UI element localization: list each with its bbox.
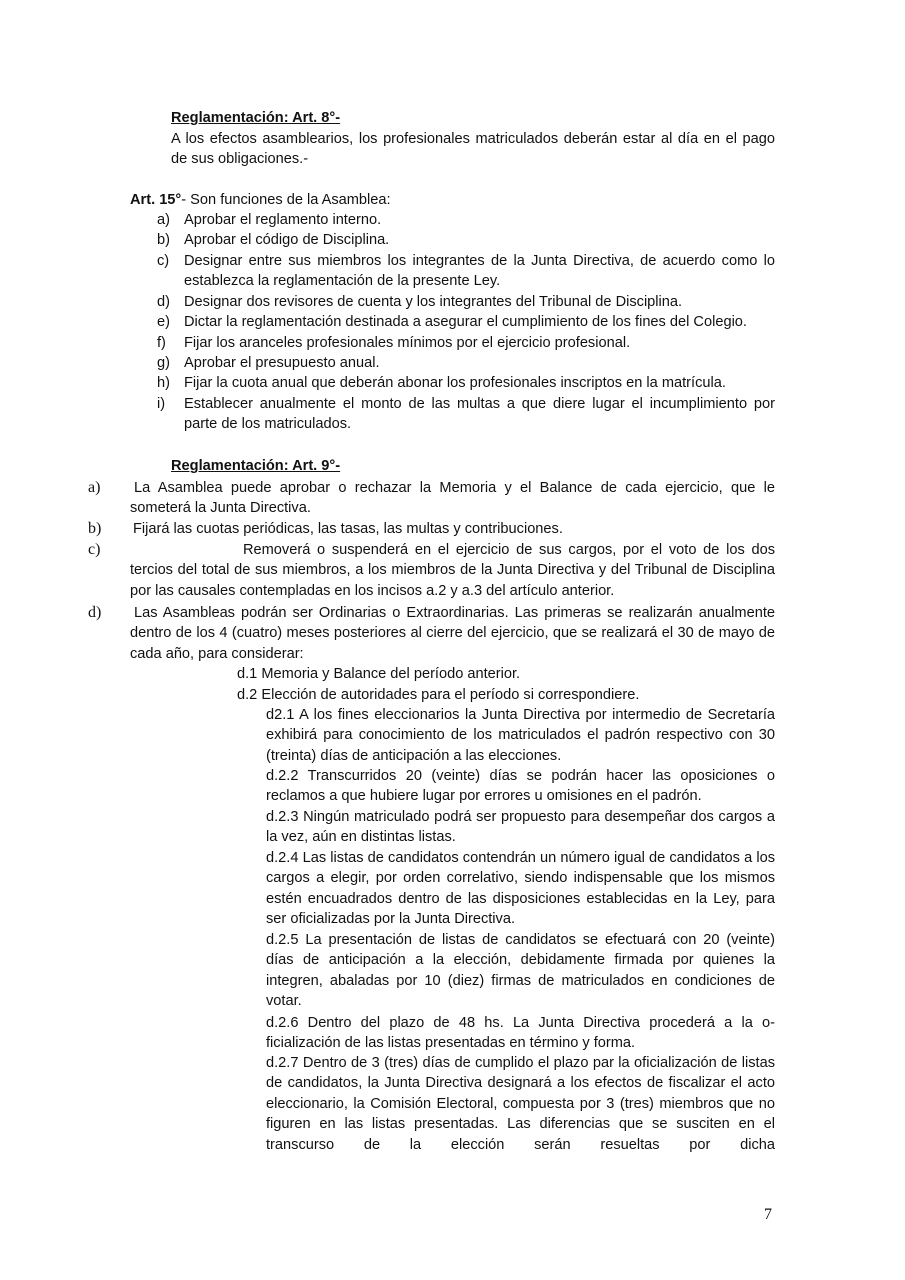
reg9-item-a: La Asamblea puede aprobar o rechazar la Memoria y el Balance de cada ejercicio, que le someterá la Junta Directiva.	[130, 480, 775, 517]
reg8-body: A los efectos asamblearios, los profesionales matriculados deberán estar al día en el pago de sus obligaciones.-	[171, 131, 775, 168]
list-marker: b)	[88, 520, 102, 537]
list-item	[157, 394, 775, 435]
list-marker: c)	[157, 253, 170, 269]
list-marker: g)	[157, 355, 170, 371]
art15-heading	[130, 190, 391, 210]
list-item	[157, 333, 775, 353]
reg9-d2-6: d.2.6 Dentro del plazo de 48 hs. La Junta Directiva procederá a la o-ficialización de las listas presentadas en término y forma.	[266, 1015, 775, 1052]
art15-intro: - Son funciones de la Asamblea:	[181, 192, 391, 208]
reg9-d2: d.2 Elección de autoridades para el período si correspondiere.	[237, 687, 640, 703]
list-text: Fijar los aranceles profesionales mínimos por el ejercicio profesional.	[184, 335, 631, 351]
reg8-heading: Reglamentación: Art. 8°-	[171, 110, 341, 126]
list-text: Establecer anualmente el monto de las multas a que diere lugar el incumplimiento por parte de los matriculados.	[184, 396, 775, 433]
list-text: Aprobar el reglamento interno.	[184, 212, 382, 228]
list-item	[157, 353, 775, 373]
list-text: Designar entre sus miembros los integrantes de la Junta Directiva, de acuerdo como lo establezca la reglamentación de la presente Ley.	[184, 253, 775, 290]
list-marker: d)	[88, 604, 102, 621]
list-item	[157, 230, 775, 250]
list-text: Aprobar el presupuesto anual.	[184, 355, 380, 371]
list-marker: a)	[88, 479, 101, 496]
list-marker: f)	[157, 335, 166, 351]
list-text: Fijar la cuota anual que deberán abonar los profesionales inscriptos en la matrícula.	[184, 375, 726, 391]
reg9-item-d: Las Asambleas podrán ser Ordinarias o Extraordinarias. Las primeras se realizarán anualmente dentro de los 4 (cuatro) meses posteriores al cierre del ejercicio, que se realizará el 30 de mayo de cada año, para considerar:	[130, 605, 775, 662]
list-item	[157, 251, 775, 292]
reg9-d1: d.1 Memoria y Balance del período anterior.	[237, 666, 521, 682]
list-marker: a)	[157, 212, 170, 228]
reg9-d2-3: d.2.3 Ningún matriculado podrá ser propuesto para desempeñar dos cargos a la vez, aún en distintas listas.	[266, 809, 775, 846]
reg9-d2-5: d.2.5 La presentación de listas de candidatos se efectuará con 20 (veinte) días de anticipación a la elección, debidamente firmada por quienes la integren, abaladas por 10 (diez) firmas de matriculados en condiciones de votar.	[266, 932, 775, 1010]
reg9-d2-4: d.2.4 Las listas de candidatos contendrán un número igual de candidatos a los cargos a elegir, por orden correlativo, siendo indispensable que los mismos estén encuadrados dentro de las disposiciones establecidas en la Ley, para ser oficializadas por la Junta Directiva.	[266, 850, 775, 928]
list-item	[157, 210, 775, 230]
list-text: Aprobar el código de Disciplina.	[184, 232, 390, 248]
list-item	[157, 373, 775, 393]
reg9-d2-2: d.2.2 Transcurridos 20 (veinte) días se podrán hacer las oposiciones o reclamos a que hubiere lugar por errores u omisiones en el padrón.	[266, 768, 775, 805]
art15-label: Art. 15°	[130, 192, 182, 208]
list-marker: d)	[157, 294, 170, 310]
page-number: 7	[764, 1206, 772, 1223]
list-item	[157, 292, 775, 312]
list-marker: b)	[157, 232, 170, 248]
list-marker: h)	[157, 375, 170, 391]
list-text: Dictar la reglamentación destinada a asegurar el cumplimiento de los fines del Colegio.	[184, 314, 747, 330]
list-marker: e)	[157, 314, 170, 330]
list-marker: i)	[157, 396, 166, 412]
list-text: Designar dos revisores de cuenta y los integrantes del Tribunal de Disciplina.	[184, 294, 683, 310]
reg9-d2-1: d2.1 A los fines eleccionarios la Junta Directiva por intermedio de Secretaría exhibirá para conocimiento de los matriculados el padrón respectivo con 30 (treinta) días de anticipación a las elecciones.	[266, 707, 775, 764]
list-marker: c)	[88, 541, 101, 558]
reg9-item-c: Removerá o suspenderá en el ejercicio de sus cargos, por el voto de los dos tercios del total de sus miembros, a los miembros de la Junta Directiva y del Tribunal de Disciplina por las causales contempladas en los incisos a.2 y a.3 del artículo anterior.	[130, 542, 775, 599]
reg9-d2-7: d.2.7 Dentro de 3 (tres) días de cumplido el plazo par la oficialización de listas de candidatos, la Junta Directiva designará a los efectos de fiscalizar el acto eleccionario, la Comisión Electoral, compuesta por 3 (tres) miembros que no figuren en las listas presentadas. Las diferencias que se susciten en el transcurso de la elección serán resueltas por dicha	[266, 1055, 775, 1153]
reg9-item-b: Fijará las cuotas periódicas, las tasas, las multas y contribuciones.	[133, 521, 563, 537]
reg9-heading: Reglamentación: Art. 9°-	[171, 458, 341, 474]
list-item	[157, 312, 775, 332]
